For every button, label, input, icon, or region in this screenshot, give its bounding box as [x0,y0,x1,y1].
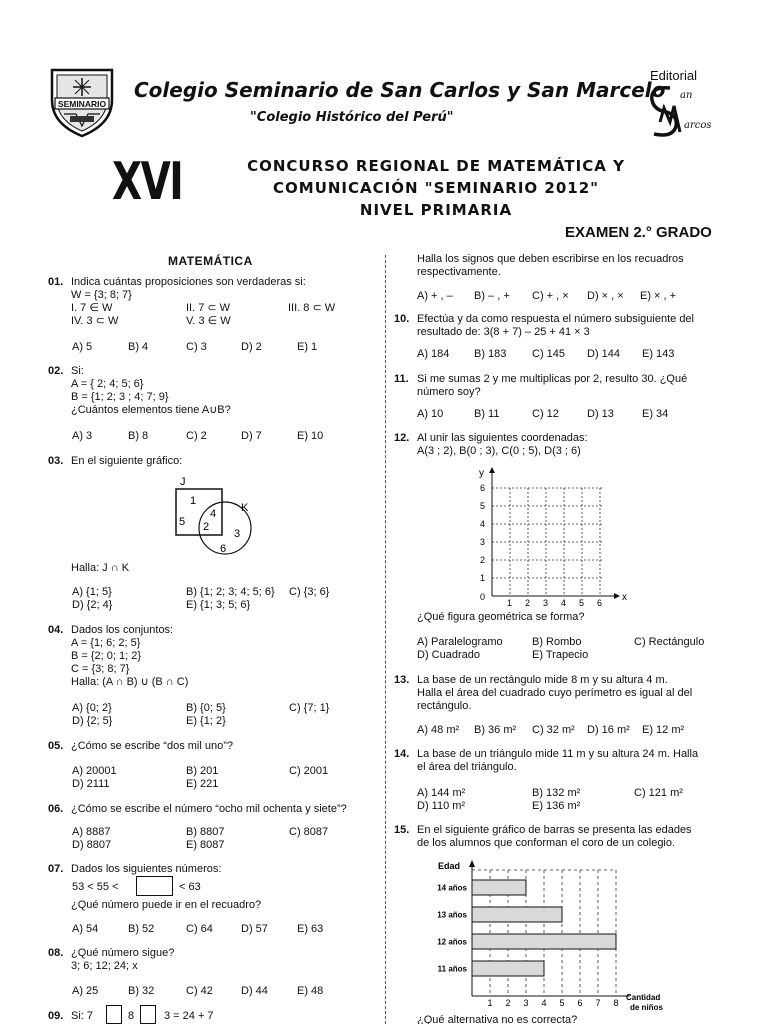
question-number: 02. [48,365,64,377]
answer-option-b[interactable]: B) 52 [128,923,155,935]
answer-option-e[interactable]: E) × , + [640,290,677,302]
answer-option-a[interactable]: A) 5 [72,341,93,353]
question-text: Si me sumas 2 y me multiplicas por 2, resulto 30. ¿Qué [417,373,688,385]
answer-option-b[interactable]: B) – , + [474,290,510,302]
question-text: respectivamente. [417,266,501,278]
question-text: En el siguiente gráfico de barras se presenta las edades [417,824,692,836]
answer-option-d[interactable]: D) 2111 [72,778,110,790]
question-text: Al unir las siguientes coordenadas: [417,432,588,444]
x-axis-label: x [622,592,627,603]
x-tick-label: 5 [559,998,565,1008]
x-tick-label: 6 [597,598,603,608]
inequality-left: 53 < 55 < [72,881,119,893]
y-axis-arrow-icon [469,860,475,867]
contest-line-1: CONCURSO REGIONAL DE MATEMÁTICA Y [247,157,625,175]
answer-option-d[interactable]: D) 8807 [72,839,112,851]
answer-option-a[interactable]: A) 48 m² [417,724,460,736]
question-text: ¿Cómo se escribe el número “ocho mil ochenta y siete”? [71,803,347,815]
question-text: número soy? [417,386,481,398]
school-name: Colegio Seminario de San Carlos y San Marcelo [134,78,666,102]
answer-option-e[interactable]: E) {1; 3; 5; 6} [186,599,251,611]
x-tick-label: 3 [523,998,529,1008]
answer-option-a[interactable]: A) Paralelogramo [417,636,503,648]
inequality-right: < 63 [179,881,201,893]
answer-option-c[interactable]: C) 2001 [289,765,329,777]
svg-text:an: an [680,90,693,101]
answer-option-d[interactable]: D) × , × [587,290,624,302]
answer-option-c[interactable]: C) 121 m² [634,787,683,799]
y-axis-label: y [479,468,484,479]
answer-option-b[interactable]: B) {0; 5} [186,702,226,714]
question-text: de los alumnos que conforman el coro de un colegio. [417,837,676,849]
question-text: 3; 6; 12; 24; x [71,960,138,972]
x-tick-label: 4 [561,598,567,608]
question-number: 08. [48,947,64,959]
grid-lines [492,488,602,596]
question-text: ¿Qué número sigue? [71,947,175,959]
equation-part: 8 [128,1010,135,1022]
question-text: ¿Qué número puede ir en el recuadro? [71,899,262,911]
exam-grade-label: EXAMEN 2.° GRADO [565,224,712,241]
venn-number: 4 [210,508,217,520]
svg-text:arcos: arcos [684,120,712,131]
answer-option-a[interactable]: A) {0; 2} [72,702,112,714]
answer-option-a[interactable]: A) {1; 5} [72,586,112,598]
equation-part: Si: 7 [71,1010,94,1022]
origin-label: 0 [480,592,486,602]
answer-option-b[interactable]: B) 8 [128,430,149,442]
answer-option-c[interactable]: C) 3 [186,341,207,353]
answer-option-a[interactable]: A) 184 [417,348,450,360]
venn-number: 1 [190,495,197,507]
answer-option-d[interactable]: D) 13 [587,408,614,420]
answer-option-b[interactable]: B) 36 m² [474,724,517,736]
question-text: A = {1; 6; 2; 5} [71,637,141,649]
answer-option-d[interactable]: D) Cuadrado [417,649,480,661]
proposition: II. 7 ⊂ W [186,302,231,314]
venn-diagram [168,474,268,560]
y-tick-label: 6 [480,483,486,493]
bar [472,880,526,895]
y-tick-label: 3 [480,537,486,547]
question-text: resultado de: 3(8 + 7) – 25 + 41 × 3 [417,326,590,338]
proposition: I. 7 ∈ W [71,302,113,314]
y-tick-label: 5 [480,501,486,511]
answer-option-e[interactable]: E) 12 m² [642,724,685,736]
answer-option-c[interactable]: C) {7; 1} [289,702,330,714]
answer-option-c[interactable]: C) + , × [532,290,569,302]
answer-option-b[interactable]: B) 8807 [186,826,225,838]
question-number: 15. [394,824,410,836]
answer-option-b[interactable]: B) 4 [128,341,149,353]
proposition: IV. 3 ⊂ W [71,315,119,327]
question-text: Indica cuántas proposiciones son verdaderas si: [71,276,306,288]
answer-option-a[interactable]: A) 3 [72,430,93,442]
sign-box [106,1005,122,1024]
answer-option-b[interactable]: B) {1; 2; 3; 4; 5; 6} [186,586,275,598]
question-text: La base de un triángulo mide 11 m y su altura 24 m. Halla [417,748,699,760]
section-title: MATEMÁTICA [168,254,253,268]
question-text: ¿Cómo se escribe “dos mil uno”? [71,740,234,752]
question-text: Halla: J ∩ K [71,562,130,574]
bar [472,907,562,922]
question-number: 14. [394,748,410,760]
y-axis-arrow-icon [489,467,495,473]
category-label: 14 años [437,883,467,893]
question-number: 07. [48,863,64,875]
answer-box [136,876,173,896]
answer-option-d[interactable]: D) 144 [587,348,621,360]
question-text: A(3 ; 2), B(0 ; 3), C(0 ; 5), D(3 ; 6) [417,445,581,457]
answer-option-a[interactable]: A) 54 [72,923,99,935]
logo-text: SEMINARIO [57,99,107,109]
question-number: 06. [48,803,64,815]
sign-box [140,1005,156,1024]
bar [472,934,616,949]
x-tick-label: 8 [613,998,619,1008]
x-tick-label: 2 [525,598,531,608]
question-number: 11. [394,373,409,385]
question-text: A = { 2; 4; 5; 6} [71,378,144,390]
bar [472,961,544,976]
answer-option-e[interactable]: E) 48 [297,985,324,997]
answer-option-c[interactable]: C) Rectángulo [634,636,705,648]
answer-option-c[interactable]: C) 8087 [289,826,329,838]
answer-option-c[interactable]: C) 42 [186,985,213,997]
question-text: Halla: (A ∩ B) ∪ (B ∩ C) [71,676,189,688]
question-text: La base de un rectángulo mide 8 m y su altura 4 m. [417,674,668,686]
set-k-label: K [241,502,249,514]
answer-option-b[interactable]: B) Rombo [532,636,582,648]
answer-option-a[interactable]: A) 144 m² [417,787,466,799]
x-tick-label: 3 [543,598,549,608]
proposition: III. 8 ⊂ W [288,302,336,314]
question-number: 09. [48,1010,64,1022]
venn-number: 6 [220,543,227,555]
answer-option-a[interactable]: A) 8887 [72,826,111,838]
right-column [394,0,724,1024]
question-text: el área del triángulo. [417,761,517,773]
question-text: Halla el área del cuadrado cuyo perímetro es igual al del [417,687,693,699]
question-text: ¿Qué figura geométrica se forma? [417,611,585,623]
answer-option-b[interactable]: B) 11 [474,408,500,420]
answer-option-d[interactable]: D) 7 [241,430,262,442]
venn-number: 5 [179,516,186,528]
edition-number: XVI [112,152,183,212]
answer-option-c[interactable]: C) {3; 6} [289,586,330,598]
x-tick-label: 2 [505,998,511,1008]
x-tick-label: 1 [507,598,513,608]
answer-option-c[interactable]: C) 32 m² [532,724,575,736]
question-text: Halla los signos que deben escribirse en los recuadros [417,253,684,265]
answer-option-c[interactable]: C) 64 [186,923,213,935]
contest-line-3: NIVEL PRIMARIA [359,201,513,219]
answer-option-e[interactable]: E) {1; 2} [186,715,226,727]
y-tick-label: 4 [480,519,486,529]
question-text: Efectúa y da como respuesta el número subsiguiente del [417,313,694,325]
x-tick-label: 6 [577,998,583,1008]
answer-option-d[interactable]: D) {2; 5} [72,715,113,727]
answer-option-e[interactable]: E) 34 [642,408,669,420]
answer-option-e[interactable]: E) 63 [297,923,324,935]
answer-option-d[interactable]: D) 57 [241,923,268,935]
answer-option-c[interactable]: C) 145 [532,348,566,360]
answer-option-b[interactable]: B) 32 [128,985,155,997]
answer-option-a[interactable]: A) 25 [72,985,99,997]
answer-option-b[interactable]: B) 183 [474,348,507,360]
question-number: 12. [394,432,410,444]
x-tick-label: 4 [541,998,547,1008]
category-label: 13 años [437,910,467,920]
venn-number: 2 [203,521,210,533]
set-j-label: J [180,476,186,488]
bar-chart [420,856,710,1016]
answer-option-e[interactable]: E) 1 [297,341,318,353]
answer-option-e[interactable]: E) 10 [297,430,324,442]
x-tick-label: 1 [487,998,493,1008]
left-column [48,0,378,1024]
category-label: 12 años [437,937,467,947]
question-text: Dados los conjuntos: [71,624,174,636]
question-text: ¿Cuántos elementos tiene A∪B? [71,404,231,416]
answer-option-e[interactable]: E) 136 m² [532,800,581,812]
question-number: 04. [48,624,64,636]
answer-option-c[interactable]: C) 2 [186,430,207,442]
question-text: W = {3; 8; 7} [71,289,132,301]
question-number: 01. [48,276,64,288]
school-motto: "Colegio Histórico del Perú" [250,110,454,125]
question-number: 10. [394,313,410,325]
question-number: 03. [48,455,64,467]
answer-option-a[interactable]: A) 10 [417,408,444,420]
answer-option-d[interactable]: D) 16 m² [587,724,630,736]
contest-line-2: COMUNICACIÓN "SEMINARIO 2012" [273,179,599,197]
answer-option-e[interactable]: E) 221 [186,778,219,790]
question-text: B = {2; 0; 1; 2} [71,650,142,662]
equation-part: 3 = 24 + 7 [164,1010,214,1022]
question-text: C = {3; 8; 7} [71,663,130,675]
question-text: B = {1; 2; 3 ; 4; 7; 9} [71,391,169,403]
chart-y-label: Edad [438,861,461,871]
x-axis-arrow-icon [614,593,620,599]
question-text: En el siguiente gráfico: [71,455,183,467]
category-label: 11 años [437,964,467,974]
answer-option-a[interactable]: A) + , – [417,290,453,302]
proposition: V. 3 ∈ W [186,315,231,327]
question-text: Dados los siguientes números: [71,863,222,875]
chart-x-label-line2: de niños [630,1003,663,1012]
answer-option-e[interactable]: E) Trapecio [532,649,589,661]
question-number: 13. [394,674,410,686]
question-text: Si: [71,365,84,377]
column-divider [385,255,386,1024]
publisher-label: Editorial [650,68,697,83]
question-text: rectángulo. [417,700,472,712]
question-number: 05. [48,740,64,752]
answer-option-e[interactable]: E) 8087 [186,839,225,851]
answer-option-c[interactable]: C) 12 [532,408,559,420]
answer-option-e[interactable]: E) 143 [642,348,675,360]
answer-option-d[interactable]: D) 44 [241,985,268,997]
chart-x-label-line1: Cantidad [626,993,661,1002]
answer-option-a[interactable]: A) 20001 [72,765,117,777]
answer-option-d[interactable]: D) 2 [241,341,262,353]
y-tick-label: 2 [480,555,486,565]
question-text: ¿Qué alternativa no es correcta? [417,1014,578,1024]
x-tick-label: 7 [595,998,601,1008]
answer-option-b[interactable]: B) 132 m² [532,787,581,799]
y-tick-label: 1 [480,573,486,583]
coordinate-grid [468,464,638,610]
venn-number: 3 [234,528,241,540]
answer-option-d[interactable]: D) 110 m² [417,800,466,812]
answer-option-d[interactable]: D) {2; 4} [72,599,113,611]
x-tick-label: 5 [579,598,585,608]
answer-option-b[interactable]: B) 201 [186,765,219,777]
